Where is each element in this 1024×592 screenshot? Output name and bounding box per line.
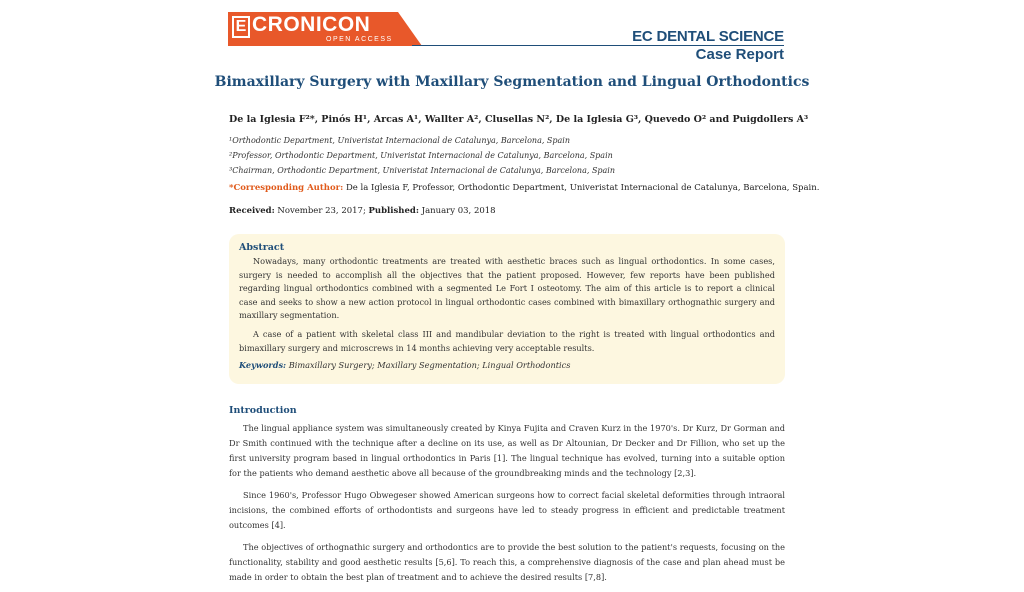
article-title: Bimaxillary Surgery with Maxillary Segmentation and Lingual Orthodontics	[214, 74, 810, 90]
cronicon-logo	[228, 12, 422, 46]
keywords	[239, 360, 775, 370]
abstract-box	[229, 234, 785, 384]
corresponding-author	[229, 183, 819, 193]
intro-paragraph: The objectives of orthognathic surgery and orthodontics are to provide the best solution to the patient's requests, focusing on the functionality, stability and good aesthetic results [5,6]. To reach this, a comprehensive diagnosis of the case and plan ahead must be made in order to obtain the best plan of treatment and to achieve the desired results [7,8].	[229, 542, 785, 582]
affiliation-3: ³Chairman, Orthodontic Department, Univeristat Internacional de Catalunya, Barcelona, Spain	[229, 166, 616, 175]
author-list: De la Iglesia F²*, Pinós H¹, Arcas A¹, Wallter A², Clusellas N², De la Iglesia G³, Quevedo O² and Puigdollers A³	[229, 114, 809, 125]
keywords-value: Bimaxillary Surgery; Maxillary Segmentation; Lingual Orthodontics	[288, 360, 571, 371]
published-label: Published:	[368, 206, 419, 216]
header-rule	[412, 45, 784, 46]
article-dates	[229, 206, 496, 216]
affiliation-1: ¹Orthodontic Department, Univeristat Internacional de Catalunya, Barcelona, Spain	[229, 136, 570, 145]
abstract-paragraph: A case of a patient with skeletal class III and mandibular deviation to the right is treated with lingual orthodontics and bimaxillary surgery and microscrews in 14 months achieving very acceptable results.	[239, 328, 775, 353]
introduction-section	[229, 405, 785, 592]
logo-letter: E	[232, 16, 250, 38]
keywords-label: Keywords:	[239, 360, 287, 371]
received-date: November 23, 2017;	[277, 206, 366, 216]
journal-name: EC DENTAL SCIENCE	[632, 28, 784, 45]
received-label: Received:	[229, 206, 275, 216]
affiliation-2: ²Professor, Orthodontic Department, Univeristat Internacional de Catalunya, Barcelona, Spain	[229, 151, 613, 160]
introduction-heading: Introduction	[229, 405, 297, 416]
intro-paragraph: Since 1960's, Professor Hugo Obwegeser showed American surgeons how to correct facial skeletal deformities through intraoral incisions, the combined efforts of orthodontists and surgeons have led to steady progress in efficient and predictable treatment outcomes [4].	[229, 490, 785, 530]
logo-subtitle: OPEN ACCESS	[326, 36, 393, 43]
intro-paragraph: The lingual appliance system was simultaneously created by Kinya Fujita and Craven Kurz in the 1970's. Dr Kurz, Dr Gorman and Dr Smith continued with the technique after a decline on its use, as well as Dr Altounian, Dr Decker and Dr Fillion, who set up the first university program based in lingual orthodontics in Paris [1]. The lingual technique has evolved, turning into a suitable option for the patients who demand aesthetic above all because of the groundbreaking minds and the technology [2,3].	[229, 423, 785, 478]
logo-word: CRONICON	[252, 13, 371, 36]
article-type: Case Report	[695, 46, 784, 63]
corresponding-label: *Corresponding Author:	[229, 183, 344, 193]
abstract-heading: Abstract	[239, 242, 285, 253]
abstract-paragraph: Nowadays, many orthodontic treatments are treated with aesthetic braces such as lingual orthodontics. In some cases, surgery is needed to accomplish all the objectives that the patient proposed. However, few reports have been published regarding lingual orthodontics combined with a segmented Le Fort I osteotomy. The aim of this article is to report a clinical case and seeks to show a new action protocol in lingual orthodontic cases combined with bimaxillary orthognathic surgery and maxillary segmentation.	[239, 256, 775, 321]
published-date: January 03, 2018	[421, 206, 496, 216]
corresponding-text: De la Iglesia F, Professor, Orthodontic Department, Univeristat Internacional de Catalunya, Barcelona, Spain.	[345, 183, 820, 193]
